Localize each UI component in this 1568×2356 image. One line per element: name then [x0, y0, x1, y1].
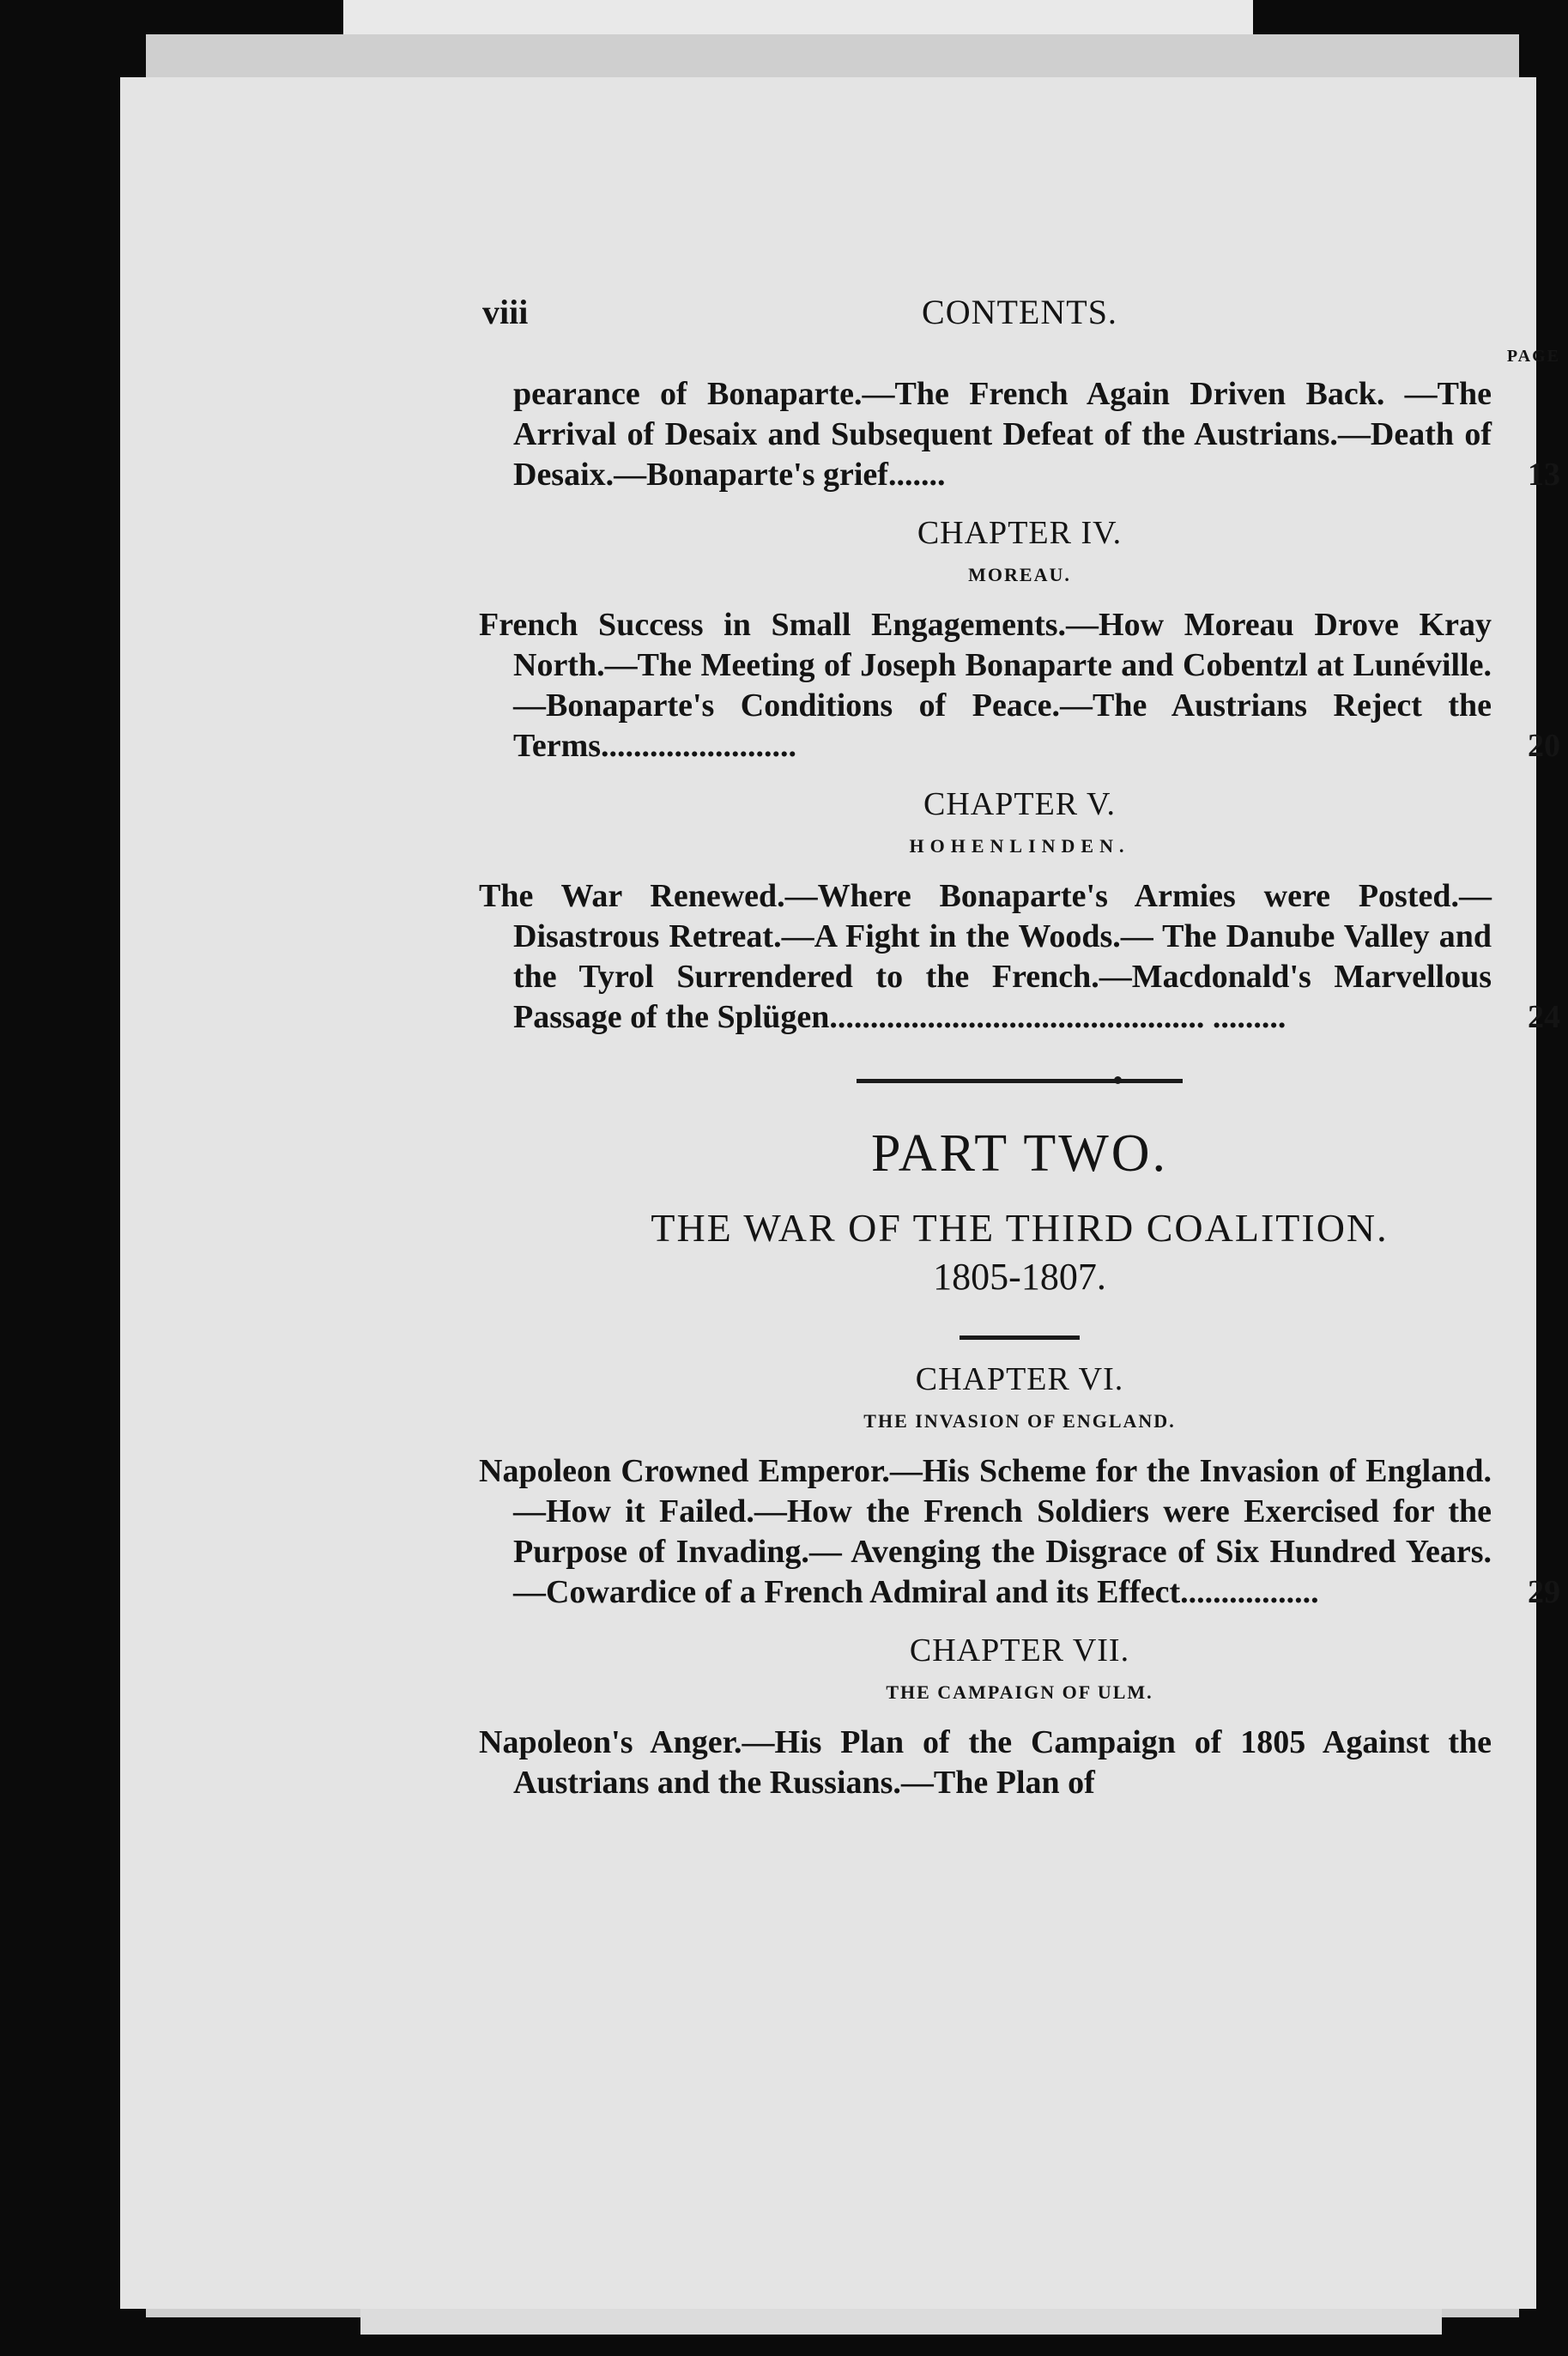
entry-page-number: 20: [1528, 728, 1560, 764]
ornamental-rule: [857, 1079, 1183, 1083]
short-rule: [960, 1335, 1080, 1340]
chapter-subtitle: MOREAU.: [968, 564, 1071, 585]
contents-body: [479, 292, 1560, 1803]
toc-entry-continuation: [479, 374, 1560, 495]
chapter-subtitle: THE CAMPAIGN OF ULM.: [886, 1681, 1153, 1703]
toc-entry: [479, 1723, 1492, 1803]
page-column-label: PAGE: [1506, 347, 1560, 366]
entry-text: The War Renewed.—Where Bonaparte's Armies were Posted.—Disastrous Retreat.—A Fight in the Woods.— The Danube Valley and the Tyrol Surrendered to the French.—Macdonald's Marvellous Passage of the Splügen.............................................. .........: [479, 878, 1492, 1035]
page-number: viii: [482, 293, 529, 331]
chapter-subtitle: HOHENLINDEN.: [909, 835, 1130, 857]
part-title: PART TWO.: [871, 1124, 1168, 1183]
entry-page-number: 13: [1528, 457, 1560, 493]
toc-entry: [479, 605, 1560, 766]
toc-entry: [479, 876, 1560, 1038]
scan-edge-bottom: [360, 2309, 1442, 2335]
rule-dot: [1114, 1076, 1122, 1084]
chapter-subtitle: THE INVASION OF ENGLAND.: [863, 1410, 1176, 1432]
entry-page-number: 24: [1528, 999, 1560, 1035]
part-years: 1805-1807.: [933, 1256, 1106, 1298]
running-title: CONTENTS.: [922, 293, 1117, 331]
chapter-heading: CHAPTER V.: [923, 786, 1116, 822]
book-page: [120, 77, 1560, 2309]
entry-page-number: 29: [1528, 1574, 1560, 1610]
entry-text: Napoleon Crowned Emperor.—His Scheme for the Invasion of England.—How it Failed.—How the French Soldiers were Exercised for the Purpose of Invading.— Avenging the Disgrace of Six Hundred Years.—Cowardice of a French Admiral and its Effect.................: [479, 1453, 1492, 1610]
entry-text: French Success in Small Engagements.—How Moreau Drove Kray North.—The Meeting of Joseph Bonaparte and Cobentzl at Lunéville.—Bonaparte's Conditions of Peace.—The Austrians Reject the Terms........................: [479, 607, 1492, 764]
running-header: [479, 292, 1560, 374]
toc-entry: [479, 1451, 1560, 1613]
chapter-heading: CHAPTER VII.: [909, 1632, 1130, 1669]
chapter-heading: CHAPTER VI.: [915, 1361, 1124, 1397]
entry-text: pearance of Bonaparte.—The French Again Driven Back. —The Arrival of Desaix and Subsequent Defeat of the Austrians.—Death of Desaix.—Bonaparte's grief.......: [513, 376, 1492, 493]
chapter-heading: CHAPTER IV.: [917, 515, 1123, 551]
entry-text: Napoleon's Anger.—His Plan of the Campaign of 1805 Against the Austrians and the Russians.—The Plan of: [479, 1724, 1492, 1801]
part-subtitle: THE WAR OF THE THIRD COALITION.: [651, 1206, 1389, 1250]
